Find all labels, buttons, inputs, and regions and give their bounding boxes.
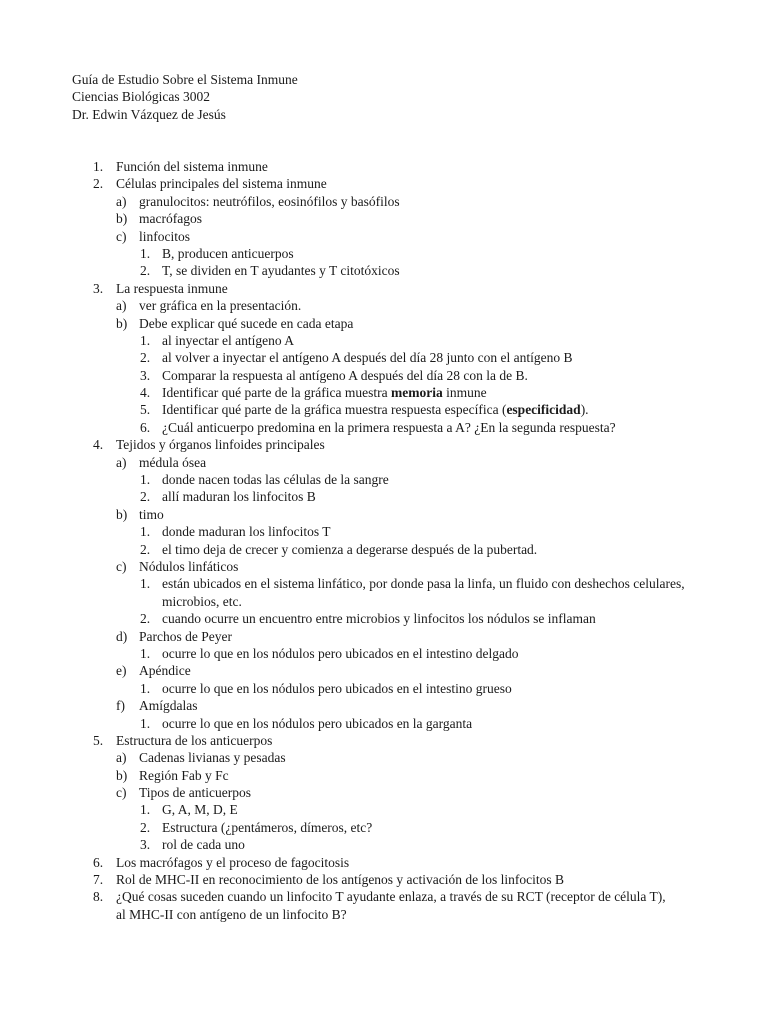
outline-marker: 1. xyxy=(140,332,151,348)
outline-marker: c) xyxy=(116,558,127,574)
outline-item-level-2 xyxy=(0,749,768,766)
outline-item-level-2 xyxy=(0,315,768,332)
outline-text: Tejidos y órganos linfoides principales xyxy=(116,437,325,453)
outline-text: Apéndice xyxy=(139,663,191,679)
outline-item-level-3 xyxy=(0,488,768,505)
outline-marker: c) xyxy=(116,228,127,244)
outline-marker: a) xyxy=(116,298,127,314)
outline-item-level-3 xyxy=(0,801,768,818)
outline-text-part: ). xyxy=(580,402,589,418)
outline-marker: 3. xyxy=(140,837,151,853)
outline-text: Estructura de los anticuerpos xyxy=(116,732,273,748)
outline-text: Debe explicar qué sucede en cada etapa xyxy=(139,315,354,331)
outline-marker: 2. xyxy=(140,819,151,835)
study-guide-outline xyxy=(0,158,768,923)
outline-text: Comparar la respuesta al antígeno A después del día 28 con la de B. xyxy=(162,367,528,383)
outline-marker: 8. xyxy=(93,889,104,905)
outline-marker: 6. xyxy=(93,854,104,870)
outline-marker: 6. xyxy=(140,419,151,435)
outline-text: allí maduran los linfocitos B xyxy=(162,489,316,505)
outline-marker: b) xyxy=(116,506,128,522)
outline-text: Función del sistema inmune xyxy=(116,159,268,174)
outline-item-level-3 xyxy=(0,332,768,349)
outline-marker: c) xyxy=(116,785,127,801)
outline-text: Amígdalas xyxy=(139,698,198,714)
outline-item-level-2 xyxy=(0,228,768,245)
outline-item-level-1 xyxy=(0,854,768,871)
outline-marker: b) xyxy=(116,315,128,331)
outline-text: G, A, M, D, E xyxy=(162,802,238,818)
outline-marker: 1. xyxy=(140,472,151,488)
outline-text xyxy=(162,401,768,418)
outline-marker: b) xyxy=(116,211,128,227)
outline-marker: 1. xyxy=(140,245,151,261)
outline-marker: e) xyxy=(116,663,127,679)
outline-item-level-2 xyxy=(0,628,768,645)
outline-item-level-1 xyxy=(0,732,768,749)
outline-text: ocurre lo que en los nódulos pero ubicados en el intestino delgado xyxy=(162,645,519,661)
outline-text: ocurre lo que en los nódulos pero ubicados en el intestino grueso xyxy=(162,680,512,696)
outline-marker: 3. xyxy=(93,280,104,296)
outline-marker: 2. xyxy=(140,611,151,627)
outline-text: ¿Qué cosas suceden cuando un linfocito T ayudante enlaza, a través de su RCT (receptor de célula T), al MHC-II con antígeno de un linfocito B? xyxy=(116,889,666,922)
outline-item-level-3 xyxy=(0,819,768,836)
outline-marker: b) xyxy=(116,767,128,783)
outline-text: donde maduran los linfocitos T xyxy=(162,524,331,540)
outline-text: rol de cada uno xyxy=(162,837,245,853)
outline-marker: 2. xyxy=(140,489,151,505)
bold-term: memoria xyxy=(391,385,443,401)
outline-item-level-2 xyxy=(0,297,768,314)
outline-text: Estructura (¿pentámeros, dímeros, etc? xyxy=(162,819,373,835)
outline-item-level-2 xyxy=(0,697,768,714)
outline-text: el timo deja de crecer y comienza a degerarse después de la pubertad. xyxy=(162,541,538,557)
outline-item-level-3 xyxy=(0,610,768,627)
outline-item-level-3 xyxy=(0,245,768,262)
outline-marker: a) xyxy=(116,454,127,470)
outline-marker: 5. xyxy=(93,732,104,748)
outline-text: T, se dividen en T ayudantes y T citotóxicos xyxy=(162,263,400,279)
outline-item-level-2 xyxy=(0,558,768,575)
outline-item-level-3 xyxy=(0,836,768,853)
outline-marker: 1. xyxy=(93,159,104,174)
outline-text: macrófagos xyxy=(139,211,202,227)
outline-marker: 1. xyxy=(140,645,151,661)
outline-marker: 2. xyxy=(140,541,151,557)
outline-item-level-1 xyxy=(0,871,768,888)
outline-text: al volver a inyectar el antígeno A después del día 28 junto con el antígeno B xyxy=(162,350,573,366)
outline-marker: f) xyxy=(116,698,125,714)
outline-item-level-2 xyxy=(0,784,768,801)
outline-text: linfocitos xyxy=(139,228,190,244)
outline-text-part: Identificar qué parte de la gráfica muestra xyxy=(162,385,391,401)
outline-text: donde nacen todas las células de la sangre xyxy=(162,472,389,488)
outline-marker: 2. xyxy=(140,350,151,366)
outline-marker: a) xyxy=(116,750,127,766)
outline-text: Nódulos linfáticos xyxy=(139,558,239,574)
outline-item-level-2 xyxy=(0,193,768,210)
outline-text: timo xyxy=(139,506,164,522)
outline-text: Cadenas livianas y pesadas xyxy=(139,750,286,766)
outline-text-part: inmune xyxy=(442,385,487,401)
outline-text: Tipos de anticuerpos xyxy=(139,785,251,801)
outline-item-level-3 xyxy=(0,262,768,279)
outline-item-level-3 xyxy=(0,401,768,418)
outline-text: al inyectar el antígeno A xyxy=(162,332,294,348)
outline-marker: 3. xyxy=(140,367,151,383)
outline-item-level-3 xyxy=(0,645,768,662)
outline-item-level-2 xyxy=(0,210,768,227)
outline-marker: 1. xyxy=(140,524,151,540)
outline-item-level-3 xyxy=(0,367,768,384)
outline-item-level-3 xyxy=(0,715,768,732)
outline-text: granulocitos: neutrófilos, eosinófilos y basófilos xyxy=(139,193,400,209)
outline-marker: 1. xyxy=(140,576,151,592)
outline-marker: 1. xyxy=(140,715,151,731)
outline-text: Parchos de Peyer xyxy=(139,628,232,644)
outline-marker: 1. xyxy=(140,680,151,696)
outline-text: La respuesta inmune xyxy=(116,280,228,296)
outline-marker: 4. xyxy=(93,437,104,453)
outline-text: Región Fab y Fc xyxy=(139,767,229,783)
outline-text: están ubicados en el sistema linfático, por donde pasa la linfa, un fluido con deshechos celulares, microbios, etc. xyxy=(162,576,685,609)
outline-item-level-1 xyxy=(0,888,768,923)
professor-name: Dr. Edwin Vázquez de Jesús xyxy=(72,106,226,122)
outline-item-level-3 xyxy=(0,523,768,540)
course-name: Ciencias Biológicas 3002 xyxy=(72,89,210,105)
outline-marker: 2. xyxy=(140,263,151,279)
document-header xyxy=(72,71,298,123)
outline-marker: d) xyxy=(116,628,128,644)
outline-text xyxy=(162,384,768,401)
outline-text: médula ósea xyxy=(139,454,207,470)
outline-text: ver gráfica en la presentación. xyxy=(139,298,302,314)
outline-text: Células principales del sistema inmune xyxy=(116,176,327,192)
document-title: Guía de Estudio Sobre el Sistema Inmune xyxy=(72,72,298,87)
outline-marker: a) xyxy=(116,193,127,209)
outline-item-level-3 xyxy=(0,419,768,436)
outline-item-level-1 xyxy=(0,175,768,192)
outline-item-level-3 xyxy=(0,541,768,558)
outline-text: cuando ocurre un encuentro entre microbios y linfocitos los nódulos se inflaman xyxy=(162,611,596,627)
outline-item-level-3 xyxy=(0,349,768,366)
outline-text: ocurre lo que en los nódulos pero ubicados en la garganta xyxy=(162,715,473,731)
outline-marker: 7. xyxy=(93,872,104,888)
outline-item-level-3 xyxy=(0,575,768,610)
outline-item-level-1 xyxy=(0,436,768,453)
outline-item-level-2 xyxy=(0,454,768,471)
outline-item-level-3 xyxy=(0,471,768,488)
outline-text-part: Identificar qué parte de la gráfica muestra respuesta específica ( xyxy=(162,402,507,418)
outline-item-level-3 xyxy=(0,680,768,697)
outline-item-level-1 xyxy=(0,280,768,297)
outline-marker: 4. xyxy=(140,385,151,401)
outline-text: Los macrófagos y el proceso de fagocitosis xyxy=(116,854,350,870)
outline-item-level-2 xyxy=(0,767,768,784)
outline-text: ¿Cuál anticuerpo predomina en la primera respuesta a A? ¿En la segunda respuesta? xyxy=(162,419,616,435)
outline-item-level-1 xyxy=(0,158,768,175)
outline-text: Rol de MHC-II en reconocimiento de los antígenos y activación de los linfocitos B xyxy=(116,872,565,888)
outline-item-level-2 xyxy=(0,662,768,679)
bold-term: especificidad xyxy=(506,402,581,418)
outline-marker: 5. xyxy=(140,402,151,418)
outline-text: B, producen anticuerpos xyxy=(162,245,294,261)
outline-item-level-3 xyxy=(0,384,768,401)
outline-marker: 2. xyxy=(93,176,104,192)
outline-item-level-2 xyxy=(0,506,768,523)
outline-marker: 1. xyxy=(140,802,151,818)
